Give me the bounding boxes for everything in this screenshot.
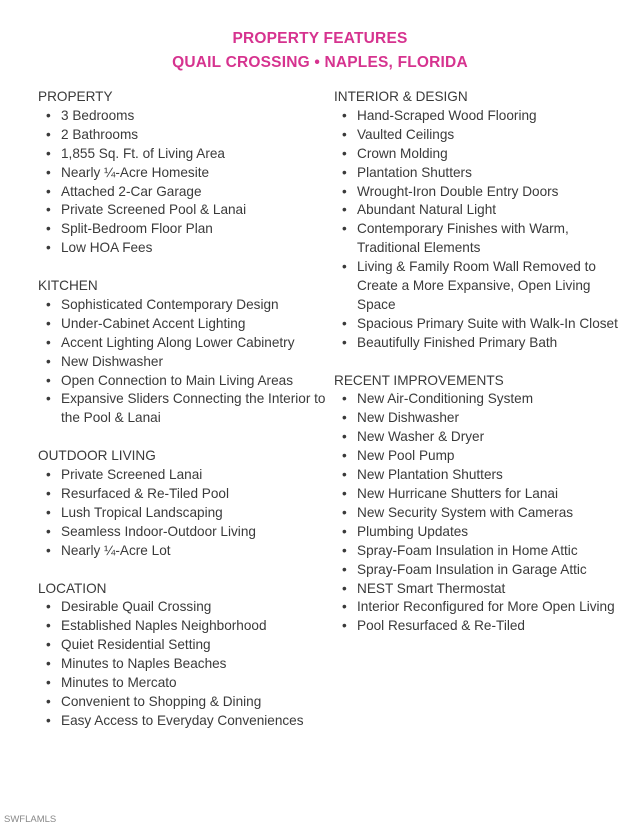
feature-list <box>38 598 328 730</box>
list-item: • Pool Resurfaced & Re-Tiled <box>334 617 624 636</box>
list-item: • Accent Lighting Along Lower Cabinetry <box>38 334 328 353</box>
list-item: • Interior Reconfigured for More Open Living <box>334 598 624 617</box>
list-item: • Desirable Quail Crossing <box>38 598 328 617</box>
bullet-icon: • <box>342 542 347 558</box>
list-item: • Private Screened Pool & Lanai <box>38 201 328 220</box>
list-item: • New Washer & Dryer <box>334 428 624 447</box>
feature-list <box>38 107 328 258</box>
bullet-icon: • <box>46 353 51 369</box>
list-item: • Beautifully Finished Primary Bath <box>334 334 624 353</box>
bullet-icon: • <box>342 410 347 426</box>
left-column <box>38 88 328 750</box>
bullet-icon: • <box>46 599 51 615</box>
list-item: • Expansive Sliders Connecting the Interior to the Pool & Lanai <box>46 391 326 426</box>
bullet-icon: • <box>46 656 51 672</box>
list-item: • Hand-Scraped Wood Flooring <box>334 107 624 126</box>
list-item: • Attached 2-Car Garage <box>38 183 328 202</box>
list-item: • Spacious Primary Suite with Walk-In Closet <box>334 315 624 334</box>
bullet-icon: • <box>342 448 347 464</box>
bullet-icon: • <box>46 296 51 312</box>
bullet-icon: • <box>342 259 347 275</box>
bullet-icon: • <box>46 334 51 350</box>
bullet-icon: • <box>342 221 347 237</box>
section-location <box>38 580 328 731</box>
mls-watermark: SWFLAMLS <box>4 814 57 825</box>
section-title: OUTDOOR LIVING <box>38 448 156 464</box>
bullet-icon: • <box>342 429 347 445</box>
section-title: PROPERTY <box>38 89 113 104</box>
list-item: • Sophisticated Contemporary Design <box>38 296 328 315</box>
section-kitchen <box>38 277 328 428</box>
page-subtitle: QUAIL CROSSING • NAPLES, FLORIDA <box>172 54 468 71</box>
list-item: • Private Screened Lanai <box>38 466 328 485</box>
bullet-icon: • <box>342 202 347 218</box>
bullet-icon: • <box>46 675 51 691</box>
bullet-icon: • <box>46 107 51 123</box>
bullet-icon: • <box>46 391 51 407</box>
bullet-icon: • <box>46 202 51 218</box>
list-item: • Crown Molding <box>334 145 624 164</box>
bullet-icon: • <box>342 334 347 350</box>
list-item: • 2 Bathrooms <box>38 126 328 145</box>
bullet-icon: • <box>342 561 347 577</box>
bullet-icon: • <box>46 637 51 653</box>
bullet-icon: • <box>342 580 347 596</box>
bullet-icon: • <box>46 467 51 483</box>
bullet-icon: • <box>342 126 347 142</box>
list-item: • Easy Access to Everyday Conveniences <box>38 712 328 731</box>
section-property <box>38 88 328 258</box>
bullet-icon: • <box>46 523 51 539</box>
bullet-icon: • <box>46 315 51 331</box>
list-item: • Under-Cabinet Accent Lighting <box>38 315 328 334</box>
feature-list <box>334 390 624 636</box>
bullet-icon: • <box>46 693 51 709</box>
list-item: • Wrought-Iron Double Entry Doors <box>334 183 624 202</box>
list-item: • Minutes to Mercato <box>38 674 328 693</box>
feature-list <box>334 107 624 353</box>
section-interior-design <box>334 88 624 353</box>
list-item: • Seamless Indoor-Outdoor Living <box>38 523 328 542</box>
list-item: • Vaulted Ceilings <box>334 126 624 145</box>
list-item: • NEST Smart Thermostat <box>334 580 624 599</box>
list-item: • Open Connection to Main Living Areas <box>38 372 328 391</box>
feature-list <box>38 466 328 561</box>
list-item: • 3 Bedrooms <box>38 107 328 126</box>
bullet-icon: • <box>46 145 51 161</box>
bullet-icon: • <box>342 504 347 520</box>
list-item: • New Plantation Shutters <box>334 466 624 485</box>
section-title: RECENT IMPROVEMENTS <box>334 372 504 388</box>
bullet-icon: • <box>46 126 51 142</box>
bullet-icon: • <box>46 712 51 728</box>
list-item: • Established Naples Neighborhood <box>38 617 328 636</box>
bullet-icon: • <box>342 599 347 615</box>
list-item: • Abundant Natural Light <box>334 201 624 220</box>
list-item: • Plumbing Updates <box>334 523 624 542</box>
bullet-icon: • <box>46 618 51 634</box>
list-item: • Nearly ¼-Acre Lot <box>38 542 328 561</box>
bullet-icon: • <box>342 467 347 483</box>
list-item: • Quiet Residential Setting <box>38 636 328 655</box>
section-recent-improvements <box>334 372 624 637</box>
list-item: • 1,855 Sq. Ft. of Living Area <box>38 145 328 164</box>
bullet-icon: • <box>342 183 347 199</box>
list-item: • Resurfaced & Re-Tiled Pool <box>38 485 328 504</box>
list-item: • Spray-Foam Insulation in Garage Attic <box>334 561 624 580</box>
bullet-icon: • <box>342 315 347 331</box>
list-item: • Spray-Foam Insulation in Home Attic <box>334 542 624 561</box>
bullet-icon: • <box>342 145 347 161</box>
list-item: • Contemporary Finishes with Warm, Traditional Elements <box>342 221 569 256</box>
list-item: • Minutes to Naples Beaches <box>38 655 328 674</box>
page-title: PROPERTY FEATURES <box>232 30 408 47</box>
section-title: LOCATION <box>38 580 107 596</box>
bullet-icon: • <box>46 486 51 501</box>
list-item: • New Air-Conditioning System <box>334 390 624 409</box>
list-item: • New Security System with Cameras <box>334 504 624 523</box>
list-item: • Nearly ¼-Acre Homesite <box>38 164 328 183</box>
bullet-icon: • <box>342 107 347 123</box>
bullet-icon: • <box>46 164 51 180</box>
bullet-icon: • <box>46 183 51 199</box>
list-item: • Convenient to Shopping & Dining <box>38 693 328 712</box>
list-item: • New Hurricane Shutters for Lanai <box>334 485 624 504</box>
bullet-icon: • <box>46 240 51 256</box>
bullet-icon: • <box>342 523 347 539</box>
bullet-icon: • <box>46 542 51 558</box>
list-item: • New Dishwasher <box>38 353 328 372</box>
list-item: • New Pool Pump <box>334 447 624 466</box>
right-column <box>334 88 624 655</box>
bullet-icon: • <box>342 486 347 502</box>
list-item: • Plantation Shutters <box>334 164 624 183</box>
list-item: • Living & Family Room Wall Removed to Create a More Expansive, Open Living Space <box>342 259 596 312</box>
bullet-icon: • <box>342 391 347 407</box>
list-item: • New Dishwasher <box>334 409 624 428</box>
bullet-icon: • <box>46 372 51 388</box>
bullet-icon: • <box>46 221 51 237</box>
list-item: • Split-Bedroom Floor Plan <box>38 220 328 239</box>
feature-list <box>38 296 328 428</box>
bullet-icon: • <box>46 504 51 520</box>
list-item: • Low HOA Fees <box>38 239 328 258</box>
section-outdoor-living <box>38 447 328 560</box>
document-header <box>0 27 640 75</box>
section-title: KITCHEN <box>38 278 98 294</box>
bullet-icon: • <box>342 164 347 180</box>
bullet-icon: • <box>342 618 347 634</box>
list-item: • Lush Tropical Landscaping <box>38 504 328 523</box>
section-title: INTERIOR & DESIGN <box>334 89 468 104</box>
